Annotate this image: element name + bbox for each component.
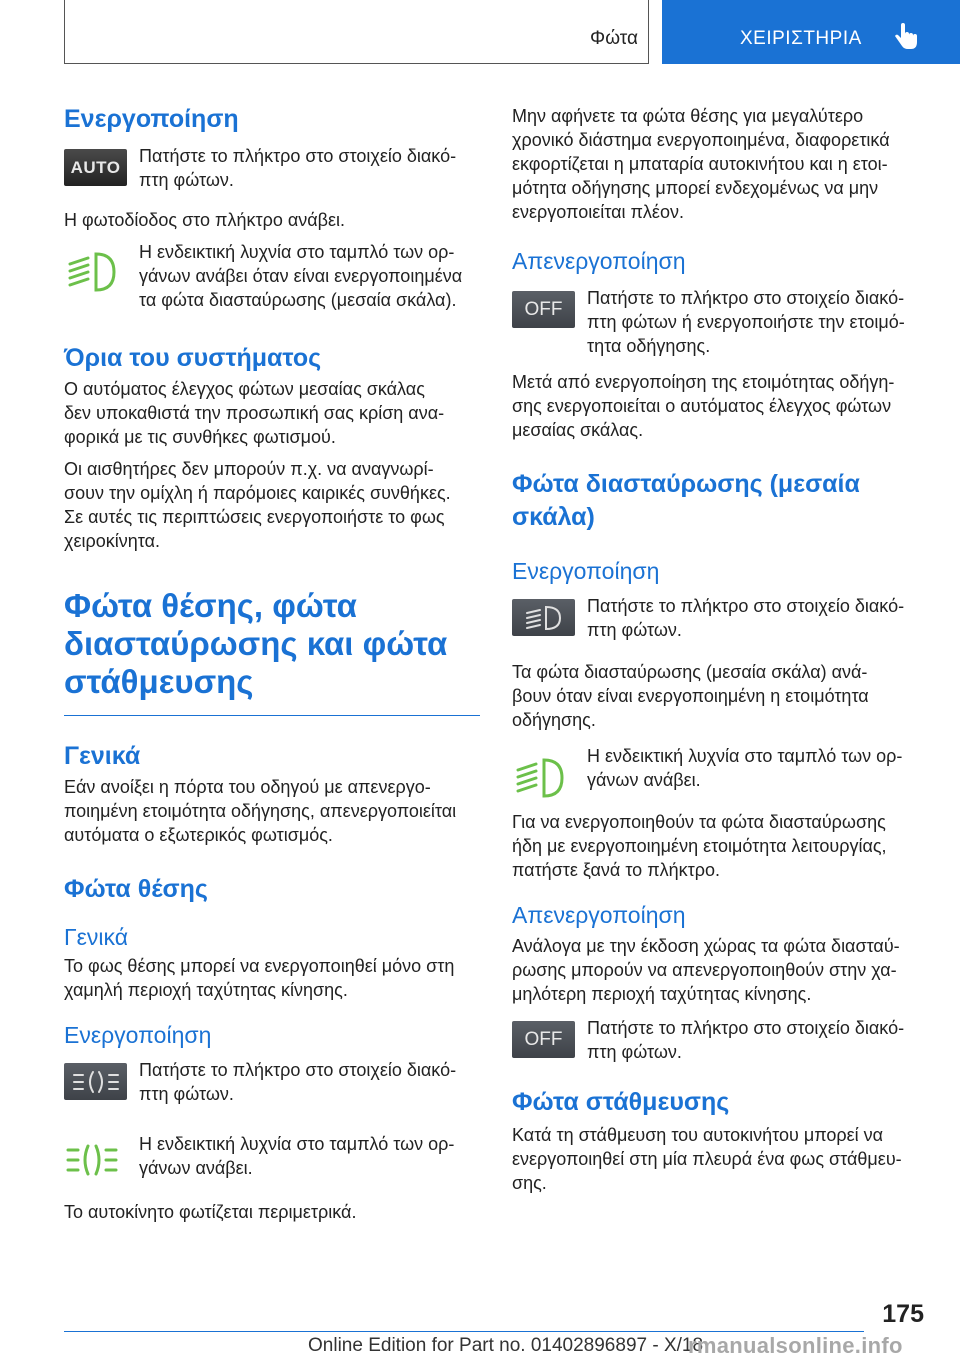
off2-instruction [512,1016,932,1066]
off-button-label-2: OFF [524,1028,563,1050]
off1-text: Πατήστε το πλήκτρο στο στοιχείο διακό- πτη φώτων ή ενεργοποιήστε την ετοιμό- τητα οδήγησης. [587,288,905,356]
auto-text: Πατήστε το πλήκτρο στο στοιχείο διακό- πτη φώτων. [139,146,457,190]
position-lights-icon [71,1069,121,1095]
heading-general-2: Γενικά [64,924,129,950]
off-button-icon [512,291,575,328]
off2-text: Πατήστε το πλήκτρο στο στοιχείο διακό- πτη φώτων. [587,1018,905,1062]
footer-rule [64,1331,864,1332]
lowbeam-on-text: Τα φώτα διασταύρωσης (μεσαία σκάλα) ανά- βουν όταν είναι ενεργοποιημένη η ετοιμότητα οδήγησης. [512,662,869,730]
position-lights-indicator-icon [64,1138,120,1182]
lowbeam-press-text: Πατήστε το πλήκτρο στο στοιχείο διακό- πτη φώτων. [587,596,905,640]
footer-edition: Online Edition for Part no. 01402896897 - X/18 [308,1335,704,1356]
position-indicator-text: Η ενδεικτική λυχνία στο ταμπλό των ορ- γάνων ανάβει. [139,1134,455,1178]
heading-general: Γενικά [64,742,141,770]
header-frame [64,0,649,64]
tab-controls-label: ΧΕΙΡΙΣΤΗΡΙΑ [740,28,862,49]
heading-activation-2: Ενεργοποίηση [64,1022,212,1048]
low-beam-indicator-icon [64,250,120,294]
heading-deactivation: Απενεργοποίηση [512,248,686,274]
position-press-instruction [64,1058,484,1108]
off-button-label: OFF [524,298,563,320]
lowbeam-press-instruction [512,594,932,644]
lowbeam-manual-text: Για να ενεργοποιηθούν τα φώτα διασταύρωσης ήδη με ενεργοποιημένη ετοιμότητα λειτουργίας, πατήστε ξανά το πλήκτρο. [512,812,887,880]
watermark: rmanualsonline.info [688,1333,903,1358]
country-text: Ανάλογα με την έκδοση χώρας τα φώτα διασταύ- ρωσης μπορούν να απενεργοποιηθούν στην χα- μηλότερη περιοχή ταχύτητας κίνησης. [512,936,900,1004]
heading-parking-lights: Φώτα στάθμευσης [512,1088,730,1116]
heading-position-lights: Φώτα θέσης [64,875,208,903]
heading-activation-3: Ενεργοποίηση [512,558,660,584]
limits-paragraph-2: Οι αισθητήρες δεν μπορούν π.χ. να αναγνωρί- σουν την ομίχλη ή παρόμοιες καιρικές συνθήκες. Σε αυτές τις περιπτώσεις ενεργοποιήστε το φως χειροκίνητα. [64,459,451,551]
position-indicator-instruction [64,1132,484,1182]
indicator1-instruction [64,240,484,316]
section-title: Φώτα [590,28,638,49]
auto-button-icon [64,149,127,186]
right-column [512,100,932,1195]
left-column [64,100,484,1224]
off1-instruction [512,286,932,358]
indicator1-text: Η ενδεικτική λυχνία στο ταμπλό των ορ- γάνων ανάβει όταν είναι ενεργοποιημένα τα φώτα διασταύρωσης (μεσαία σκάλα). [139,242,463,310]
auto-instruction [64,144,484,194]
lowbeam-indicator-text: Η ενδεικτική λυχνία στο ταμπλό των ορ- γάνων ανάβει. [587,746,903,790]
heading-system-limits: Όρια του συστήματος [64,344,322,372]
heading-deactivation-2: Απενεργοποίηση [512,902,686,928]
hand-pointer-icon [892,22,922,52]
heading-rule [64,715,480,716]
heading-low-beam: Φώτα διασταύρωσης (μεσαία σκάλα) [512,470,860,531]
parking-text: Κατά τη στάθμευση του αυτοκινήτου μπορεί να ενεργοποιηθεί στη μία πλευρά ένα φως στάθμευ- σης. [512,1125,902,1193]
low-beam-indicator-icon-2 [512,756,568,800]
position-general-text: Το φως θέσης μπορεί να ενεργοποιηθεί μόνο στη χαμηλή περιοχή ταχύτητας κίνησης. [64,956,455,1000]
led-text: Η φωτοδίοδος στο πλήκτρο ανάβει. [64,210,346,230]
limits-paragraph-1: Ο αυτόματος έλεγχος φώτων μεσαίας σκάλας δεν υποκαθιστά την προσωπική σας κρίση ανα- φορικά με τις συνθήκες φωτισμού. [64,379,445,447]
general-text: Εάν ανοίξει η πόρτα του οδηγού με απενεργο- ποιημένη ετοιμότητα οδήγησης, απενεργοποιείται αυτόματα ο εξωτερικός φωτισμός. [64,777,457,845]
auto-button-label: AUTO [70,157,121,177]
tab-controls[interactable] [662,0,960,64]
position-press-text: Πατήστε το πλήκτρο στο στοιχείο διακό- πτη φώτων. [139,1060,457,1104]
page-number: 175 [882,1300,924,1328]
heading-activation: Ενεργοποίηση [64,105,239,133]
position-lights-button-icon [64,1063,127,1100]
off-button-icon-2 [512,1021,575,1058]
heading-main-lights: Φώτα θέσης, φώτα διασταύρωσης και φώτα στάθμευσης [64,587,448,700]
low-beam-icon [524,605,564,631]
warning-text: Μην αφήνετε τα φώτα θέσης για μεγαλύτερο χρονικό διάστημα ενεργοποιημένα, διαφορετικά εκφορτίζεται η μπαταρία αυτοκινήτου και η ετοι- μότητα οδήγησης μπορεί ενδεχομένως να μην ενεργοποιείται πλέον. [512,106,890,222]
low-beam-button-icon [512,599,575,636]
lowbeam-indicator-instruction [512,744,932,794]
perimeter-text: Το αυτοκίνητο φωτίζεται περιμετρικά. [64,1202,357,1222]
after-text: Μετά από ενεργοποίηση της ετοιμότητας οδήγη- σης ενεργοποιείται ο αυτόματος έλεγχος φώτων μεσαίας σκάλας. [512,372,895,440]
